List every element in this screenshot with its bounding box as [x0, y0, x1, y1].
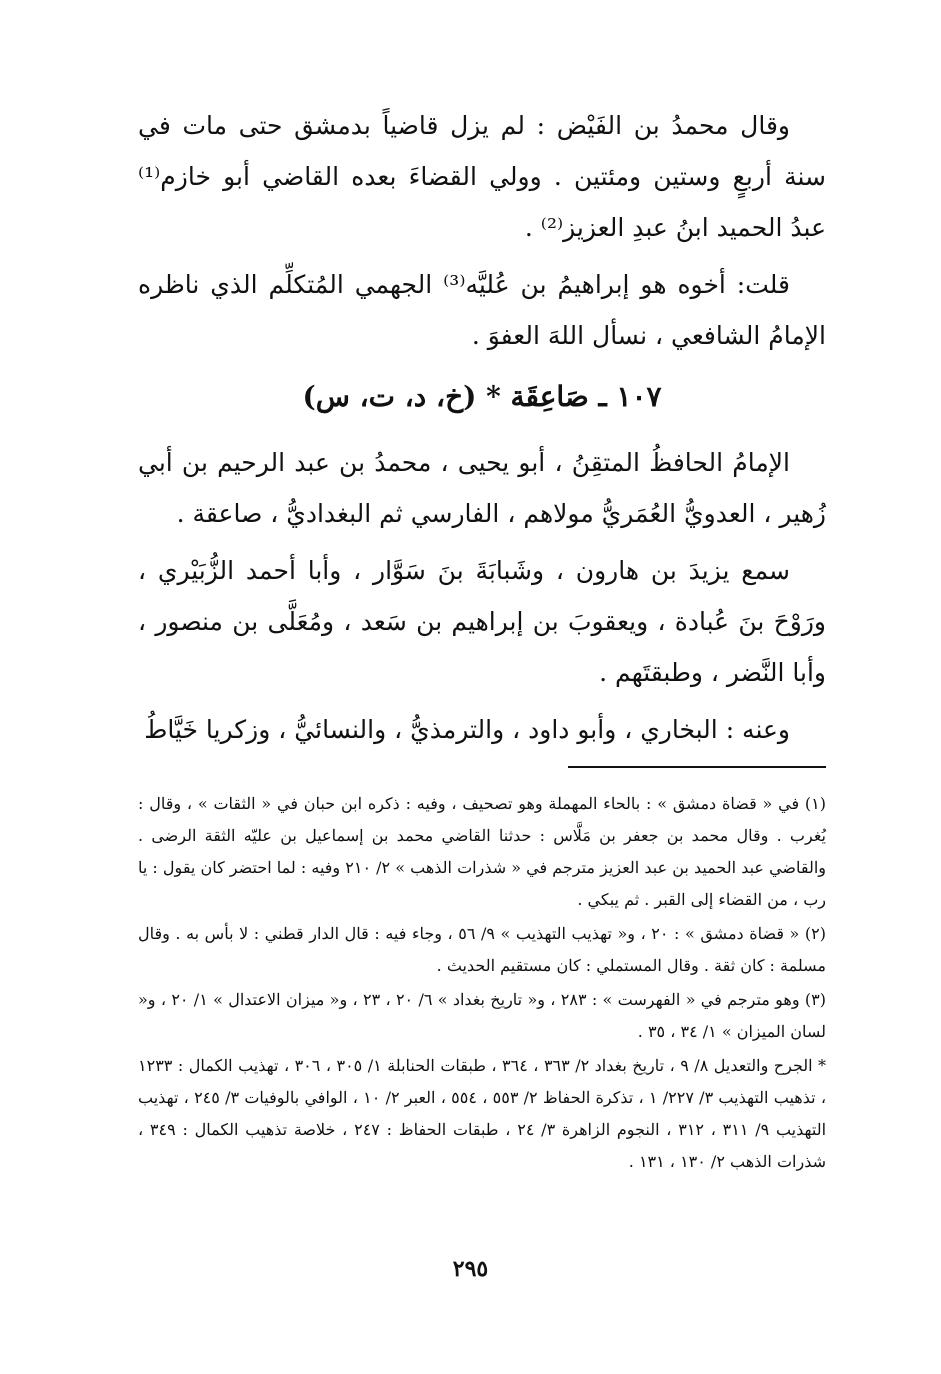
paragraph-biography-intro: الإمامُ الحافظُ المتقِنُ ، أبو يحيى ، محمدُ بن عبد الرحيم بن أبي زُهير ، العدويُّ العُمَريُّ مولاهم ، الفارسي ثم البغداديُّ ، صاعقة .	[138, 448, 826, 528]
main-text	[138, 100, 826, 761]
paragraph-teachers: سمع يزيدَ بن هارون ، وشَبابَةَ بنَ سَوَّار ، وأبا أحمد الزُّبَيْري ، ورَوْحَ بنَ عُبادة ، ويعقوبَ بن إبراهيم بن سَعد ، ومُعَلَّى بن منصور ، وأبا النَّضر ، وطبقتَهم .	[138, 556, 826, 687]
paragraph-qadi-death: وقال محمدُ بن الفَيْض : لم يزل قاضياً بدمشق حتى مات في سنة أربعٍ وستين ومئتين . وولي القضاءَ بعده القاضي أبو خازم⁽¹⁾ عبدُ الحميد ابنُ عبدِ العزيز⁽²⁾ .	[138, 111, 826, 242]
footnote-3: (٣) وهو مترجم في « الفهرست » : ٢٨٣ ، و« تاريخ بغداد » ٦/ ٢٠ ، ٢٣ ، و« ميزان الاعتدال » ١/ ٢٠ ، و« لسان الميزان » ١/ ٣٤ ، ٣٥ .	[138, 990, 826, 1041]
footnotes	[138, 788, 826, 1180]
paragraph-brother-note: قلت: أخوه هو إبراهيمُ بن عُليَّه⁽³⁾ الجهمي المُتكلِّم الذي ناظره الإمامُ الشافعي ، نسأل اللهَ العفوَ .	[138, 270, 826, 350]
footnote-sources: * الجرح والتعديل ٨/ ٩ ، تاريخ بغداد ٢/ ٣٦٣ ، ٣٦٤ ، طبقات الحنابلة ١/ ٣٠٥ ، ٣٠٦ ، تهذيب الكمال : ١٢٣٣ ، تذهيب التهذيب ٣/ ٢٢٧/ ١ ، تذكرة الحفاظ ٢/ ٥٥٣ ، ٥٥٤ ، العبر ٢/ ١٠ ، الوافي بالوفيات ٣/ ٢٤٥ ، تهذيب التهذيب ٩/ ٣١١ ، ٣١٢ ، النجوم الزاهرة ٣/ ٢٤ ، طبقات الحفاظ : ٢٤٧ ، خلاصة تذهيب الكمال : ٣٤٩ ، شذرات الذهب ٢/ ١٣٠ ، ١٣١ .	[138, 1056, 827, 1171]
paragraph-students: وعنه : البخاري ، وأبو داود ، والترمذيُّ ، والنسائيُّ ، وزكريا خَيَّاطُ	[144, 715, 790, 744]
page-number: ٢٩٥	[452, 1256, 489, 1282]
biography-heading: ١٠٧ ـ صَاعِقَة * (خ، د، ت، س)	[302, 380, 662, 413]
footnote-2: (٢) « قضاة دمشق » : ٢٠ ، و« تهذيب التهذيب » ٩/ ٥٦ ، وجاء فيه : قال الدار قطني : لا بأس به . وقال مسلمة : كان ثقة . وقال المستملي : كان مستقيم الحديث .	[138, 924, 826, 975]
footnote-1: (١) في « قضاة دمشق » : بالحاء المهملة وهو تصحيف ، وفيه : ذكره ابن حبان في « الثقات » ، وقال : يُغرب . وقال محمد بن جعفر بن مَلَّاس : حدثنا القاضي محمد بن إسماعيل بن عليّه الثقة الرضى . والقاضي عبد الحميد بن عبد العزيز مترجم في « شذرات الذهب » ٢/ ٢١٠ وفيه : لما احتضر كان يقول : يا رب ، من القضاء إلى القبر . ثم يبكي .	[138, 794, 827, 909]
footnote-separator	[568, 766, 826, 768]
